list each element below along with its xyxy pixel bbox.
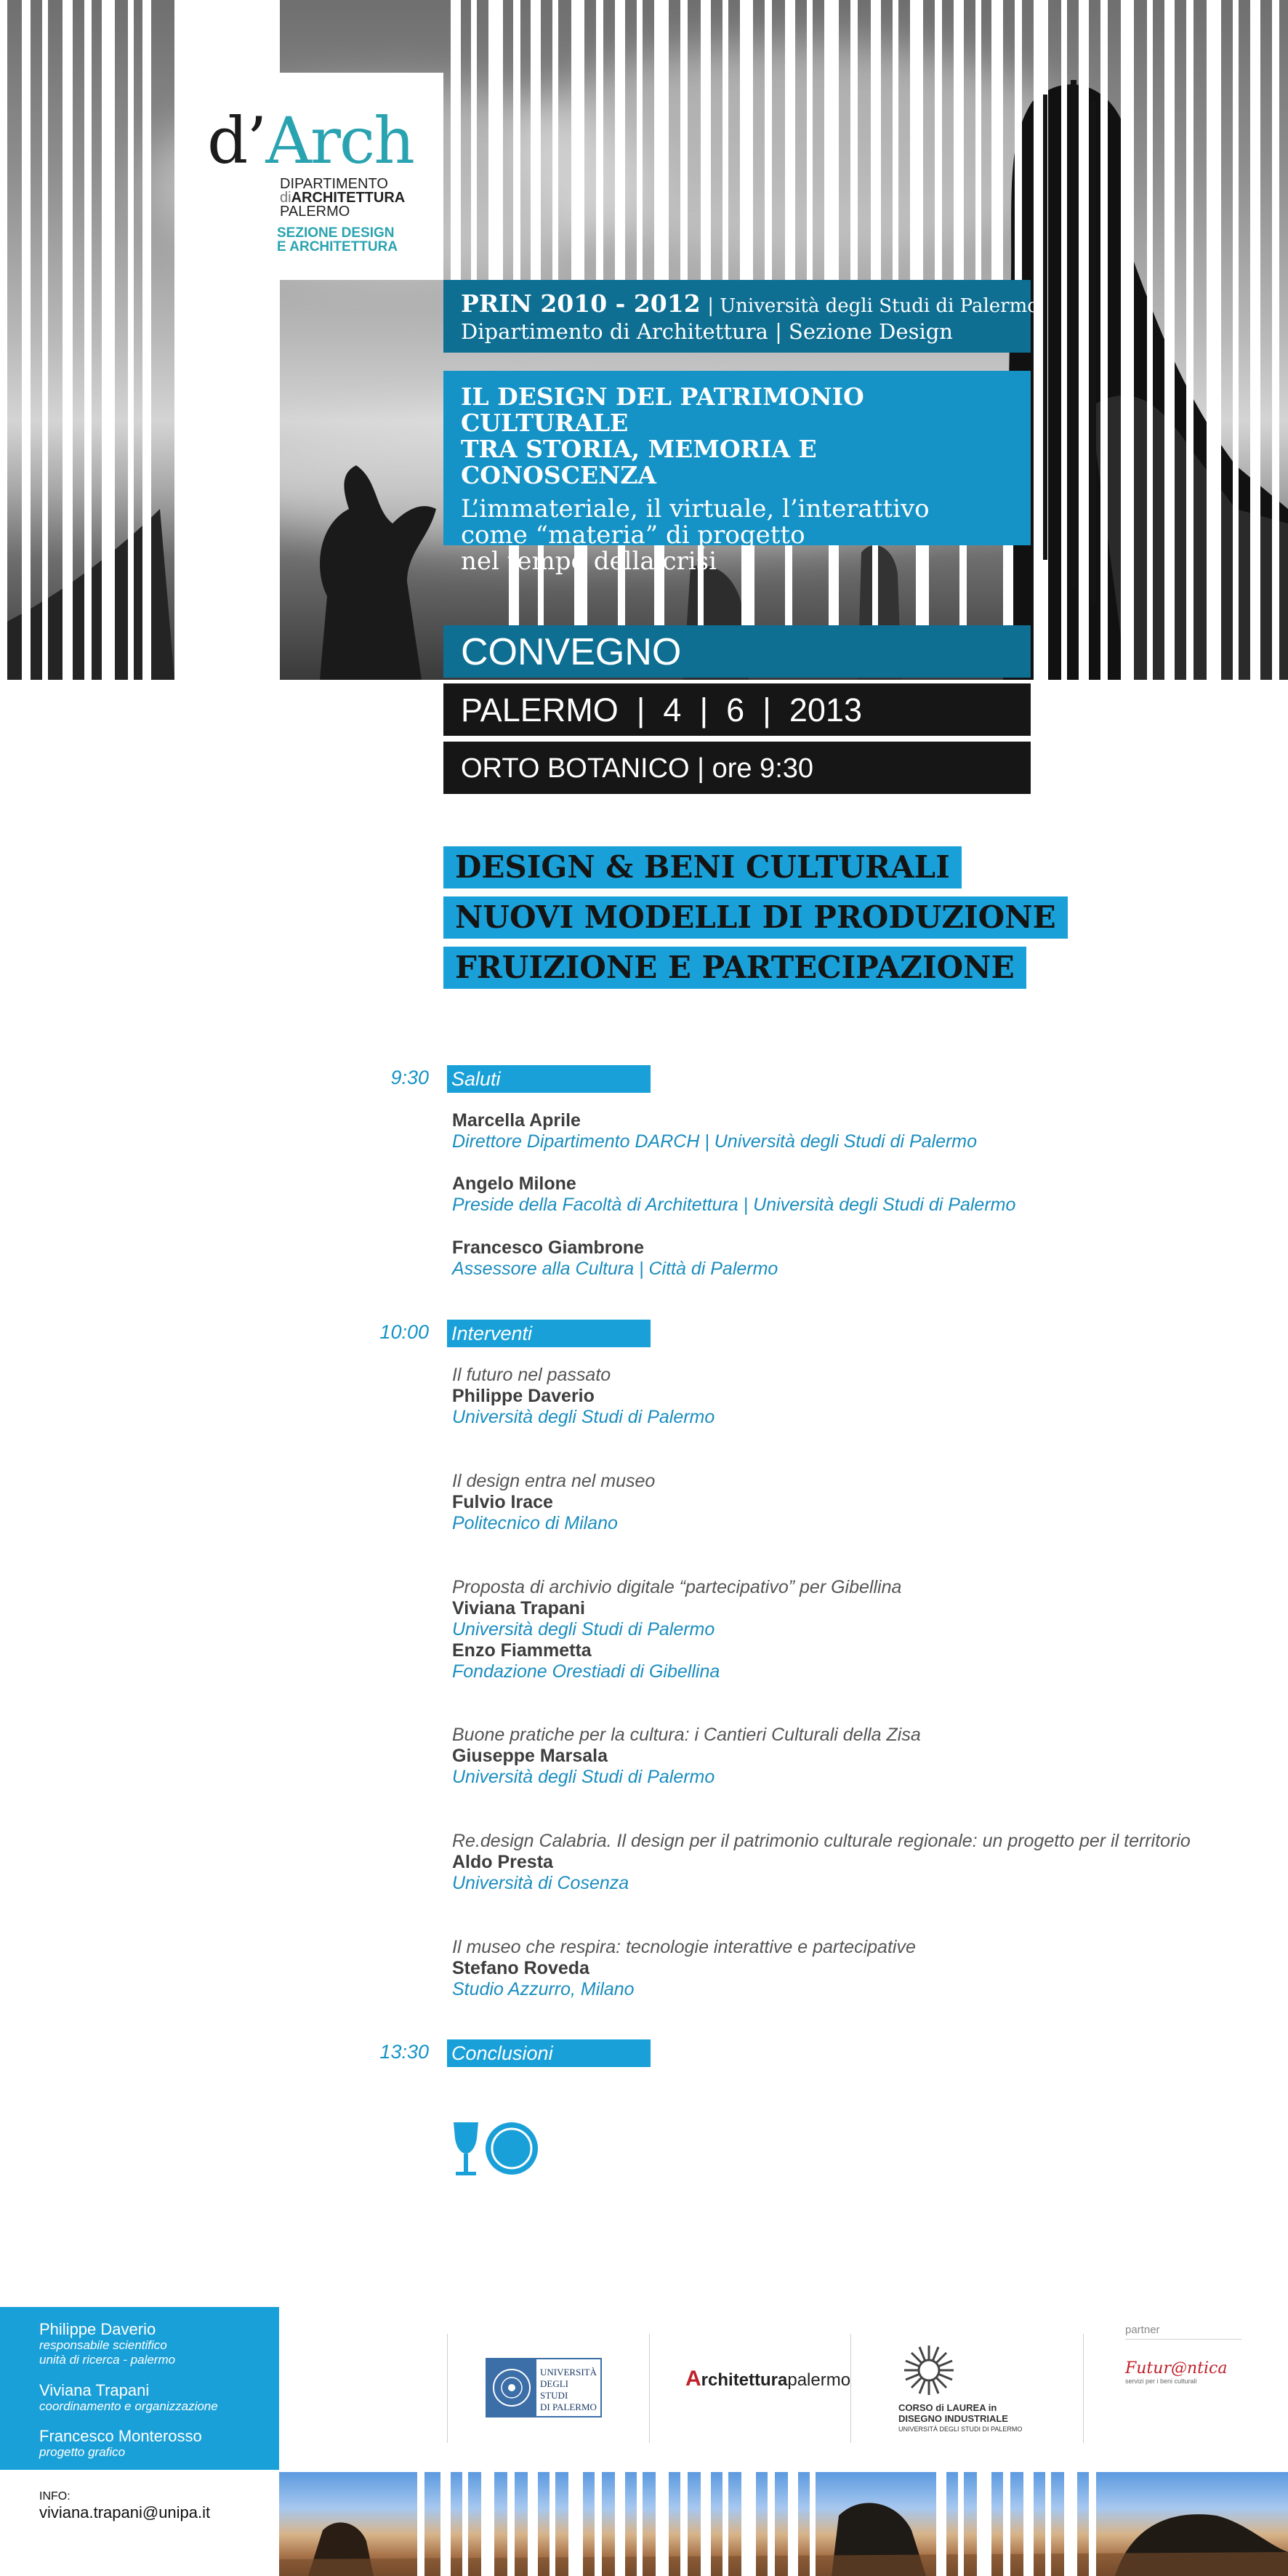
credit-role: progetto grafico [39, 2445, 126, 2459]
speaker-entry [452, 1173, 1015, 1216]
talk-affiliation: Politecnico di Milano [452, 1513, 618, 1533]
talk-speaker: Aldo Presta [452, 1852, 553, 1872]
arch-logo-city: palermo [787, 2370, 851, 2390]
section-saluti: Saluti [447, 1065, 651, 1093]
credit-name: Viviana Trapani [39, 2381, 150, 2399]
speaker-role: Assessore alla Cultura | Città di Palermo [452, 1259, 778, 1279]
talk-title: Il futuro nel passato [452, 1365, 611, 1385]
footer-photo-strip [279, 2472, 1288, 2576]
logo-dept-2: ARCHITETTURA [291, 190, 406, 206]
info-label: INFO: [39, 2490, 71, 2503]
speaker-name: Marcella Aprile [452, 1110, 581, 1131]
lunch-icon [451, 2119, 542, 2178]
talk-affiliation: Università degli Studi di Palermo [452, 1619, 715, 1640]
section-interventi: Interventi [447, 1320, 651, 1347]
talk-affiliation: Studio Azzurro, Milano [452, 1979, 635, 1999]
logo-section-1: SEZIONE DESIGN [277, 225, 395, 241]
prin-university: | Università degli Studi di Palermo [707, 295, 1039, 317]
talk-title: Il museo che respira: tecnologie interattive e partecipative [452, 1937, 916, 1957]
architettura-palermo-logo [685, 2367, 850, 2391]
speaker-role: Preside della Facoltà di Architettura | Università degli Studi di Palermo [452, 1195, 1016, 1215]
theme-sub-2: come “materia” di progetto [461, 521, 805, 550]
topic-tag-2: NUOVI MODELLI DI PRODUZIONE [443, 896, 1068, 939]
cdl-text-3: UNIVERSITÀ DEGLI STUDI DI PALERMO [898, 2425, 1023, 2433]
talk-speaker: Fulvio Irace [452, 1492, 553, 1512]
talk-title: Il design entra nel museo [452, 1471, 656, 1491]
futurantica-tag: servizi per i beni culturali [1125, 2378, 1197, 2385]
unipa-seal-icon [491, 2367, 532, 2408]
logo-mark-d: d’ [207, 103, 266, 178]
cdl-text-1: CORSO di LAUREA in [898, 2402, 997, 2413]
logo-mark-arch: Arch [265, 103, 414, 178]
topic-tag-3: FRUIZIONE E PARTECIPAZIONE [443, 947, 1026, 989]
event-type: CONVEGNO [443, 625, 1031, 678]
unipa-text-1: UNIVERSITÀ [540, 2367, 597, 2378]
credit-role: unità di ricerca - palermo [39, 2353, 176, 2367]
logo-dept-di: di [280, 190, 291, 206]
credit-name: Francesco Monterosso [39, 2427, 202, 2445]
prin-department: Dipartimento di Architettura | Sezione Design [461, 319, 953, 344]
logo-dept-1: DIPARTIMENTO [280, 176, 388, 192]
talk-entry [452, 1725, 921, 1788]
prin-title: PRIN 2010 - 2012 [461, 289, 701, 318]
darch-logo [207, 103, 425, 254]
credit-role: responsabile scientifico [39, 2338, 167, 2352]
unipa-logo [486, 2358, 602, 2417]
theme-title-1: IL DESIGN DEL PATRIMONIO CULTURALE [461, 382, 864, 437]
talk-speaker: Philippe Daverio [452, 1386, 595, 1406]
talk-title: Re.design Calabria. Il design per il patrimonio culturale regionale: un progetto per il territorio [452, 1831, 1191, 1851]
talk-entry [452, 1577, 901, 1682]
credit-entry [39, 2427, 202, 2460]
cdl-text-2: DISEGNO INDUSTRIALE [898, 2413, 1008, 2424]
talk-speaker: Viviana Trapani [452, 1598, 585, 1618]
talk-affiliation: Università degli Studi di Palermo [452, 1767, 715, 1787]
event-date: PALERMO | 4 | 6 | 2013 [443, 683, 1031, 736]
futurantica-name: Futur@ntica [1125, 2359, 1228, 2378]
time-saluti: 9:30 [390, 1067, 429, 1088]
talk-entry [452, 1831, 1191, 1894]
sunburst-icon [900, 2341, 958, 2399]
speaker-name: Angelo Milone [452, 1173, 576, 1194]
talk-affiliation: Università di Cosenza [452, 1873, 629, 1893]
talk-entry [452, 1471, 655, 1534]
talk-affiliation: Università degli Studi di Palermo [452, 1407, 715, 1427]
arch-logo-a: A [685, 2367, 701, 2391]
arch-logo-word: rchitettura [701, 2370, 788, 2390]
footer-sculptures [279, 2472, 1288, 2576]
talk-title: Buone pratiche per la cultura: i Cantieri Culturali della Zisa [452, 1725, 921, 1745]
talk-speaker: Giuseppe Marsala [452, 1746, 608, 1766]
credit-entry [39, 2320, 175, 2367]
credits-panel [0, 2307, 279, 2470]
talk-speaker: Stefano Roveda [452, 1958, 589, 1978]
section-conclusioni: Conclusioni [447, 2039, 651, 2067]
talk-affiliation-2: Fondazione Orestiadi di Gibellina [452, 1661, 720, 1682]
talk-speaker-2: Enzo Fiammetta [452, 1640, 592, 1661]
topic-tag-1: DESIGN & BENI CULTURALI [443, 846, 962, 888]
theme-sub-3: nel tempo della crisi [461, 547, 717, 576]
speaker-entry [452, 1237, 778, 1280]
theme-sub-1: L’immateriale, il virtuale, l’interattivo [461, 494, 930, 523]
prin-box [443, 280, 1039, 353]
info-email[interactable]: viviana.trapani@unipa.it [39, 2503, 211, 2521]
time-conclusioni: 13:30 [379, 2041, 429, 2063]
event-venue: ORTO BOTANICO | ore 9:30 [443, 742, 1031, 794]
partner-label: partner [1125, 2324, 1160, 2336]
speaker-entry [452, 1110, 977, 1152]
credit-name: Philippe Daverio [39, 2320, 156, 2338]
theme-title-2: TRA STORIA, MEMORIA E CONOSCENZA [461, 435, 817, 489]
cdl-disegno-industriale-logo [898, 2341, 1029, 2435]
talk-entry [452, 1937, 916, 2000]
talk-title: Proposta di archivio digitale “partecipativo” per Gibellina [452, 1577, 902, 1597]
theme-box [443, 371, 1031, 576]
info-contact [39, 2490, 210, 2522]
futurantica-logo [1125, 2359, 1227, 2385]
time-interventi: 10:00 [379, 1321, 429, 1343]
logo-dept-3: PALERMO [280, 204, 350, 220]
speaker-role: Direttore Dipartimento DARCH | Università degli Studi di Palermo [452, 1131, 978, 1152]
credit-role: coordinamento e organizzazione [39, 2399, 218, 2413]
credit-entry [39, 2381, 218, 2414]
unipa-text-3: DI PALERMO [540, 2402, 597, 2412]
unipa-text-2: DEGLI STUDI [540, 2378, 568, 2401]
talk-entry [452, 1365, 715, 1428]
logo-section-2: E ARCHITETTURA [277, 239, 398, 254]
speaker-name: Francesco Giambrone [452, 1237, 644, 1258]
